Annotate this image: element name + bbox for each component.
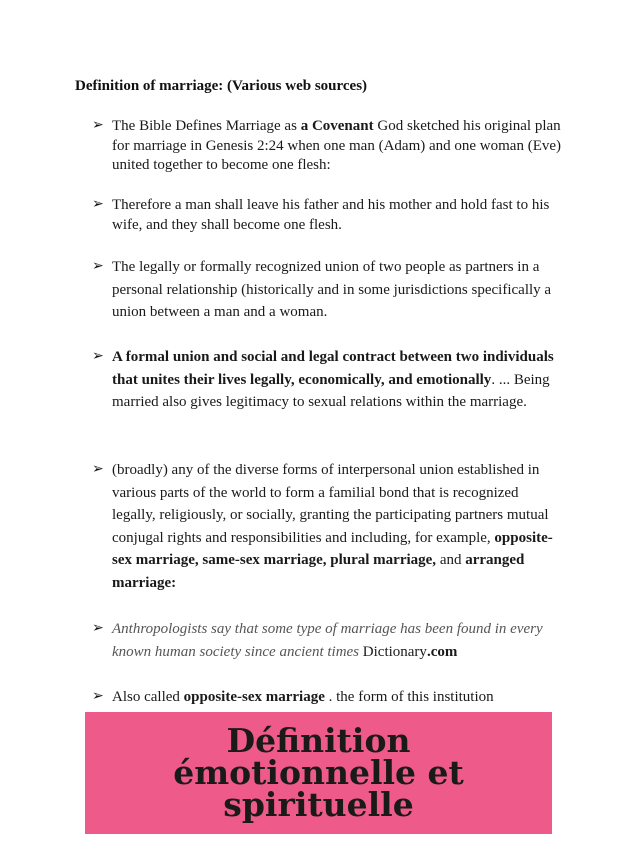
list-item-text: The Bible Defines Marriage as a Covenant God sketched his original plan for marriage in Genesis 2:24 when one man (Adam) and one woman (Eve) united together to become one flesh: (112, 118, 562, 173)
document-heading: Definition of marriage: (Various web sources) (75, 78, 368, 94)
arrow-bullet-icon: ➢ (92, 197, 104, 212)
arrow-bullet-icon: ➢ (92, 349, 104, 364)
arrow-bullet-icon: ➢ (92, 259, 104, 274)
list-item-text: The legally or formally recognized union of two people as partners in a personal relationship (historically and in some jurisdictions specifically a union between a man and a woman. (112, 259, 552, 320)
list-item-text: Also called opposite-sex marriage . the form of this institution (112, 689, 494, 705)
arrow-bullet-icon: ➢ (92, 689, 104, 704)
arrow-bullet-icon: ➢ (92, 462, 104, 477)
list-item-text: A formal union and social and legal contract between two individuals that unites their lives legally, economically, and emotionally. ... Being married also gives legitimacy to sexual relations within the marriage. (112, 349, 554, 410)
arrow-bullet-icon: ➢ (92, 118, 104, 133)
title-banner (85, 712, 552, 834)
banner-title: Définition émotionnelle et spirituelle (173, 721, 464, 824)
list-item-text: Therefore a man shall leave his father and his mother and hold fast to his wife, and they shall become one flesh. (112, 197, 550, 233)
list-item-text: Anthropologists say that some type of marriage has been found in every known human society since ancient times Dictionary.com (112, 621, 543, 660)
list-item-text: (broadly) any of the diverse forms of interpersonal union established in various parts of the world to form a familial bond that is recognized legally, religiously, or socially, granting the participating partners mutual conjugal rights and responsibilities and including, for example, opposite-sex marriage, same-sex marriage, plural marriage, and arranged marriage: (112, 462, 553, 591)
arrow-bullet-icon: ➢ (92, 621, 104, 636)
